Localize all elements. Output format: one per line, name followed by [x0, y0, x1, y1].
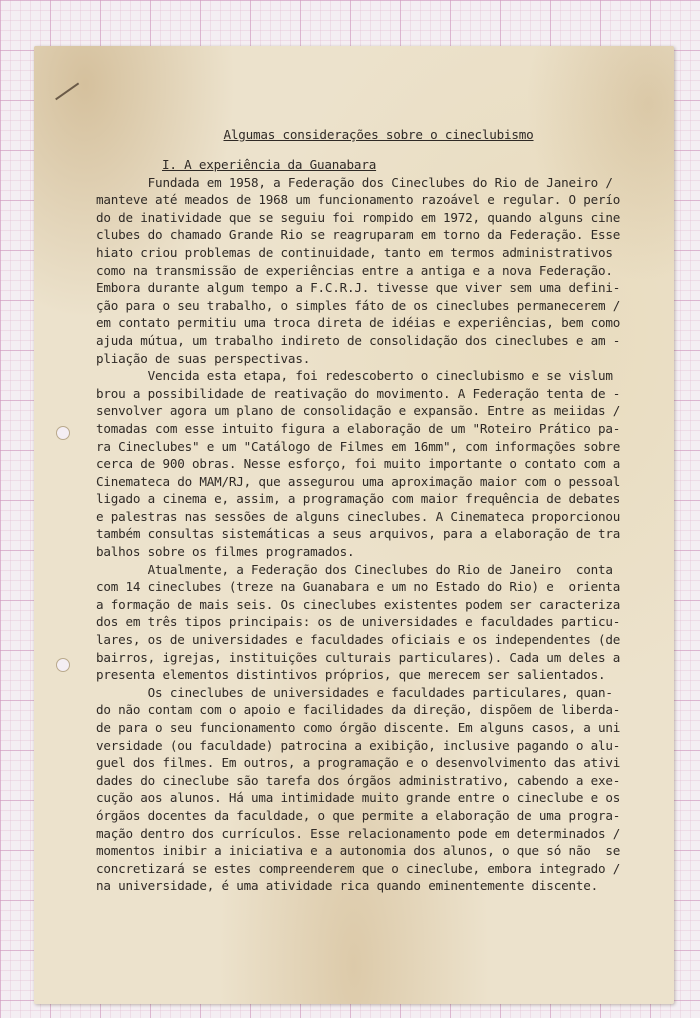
text-line: em contato permitiu uma troca direta de idéias e experiências, bem como — [96, 315, 621, 331]
text-line: ra Cineclubes" e um "Catálogo de Filmes em 16mm", com informações sobre — [96, 438, 621, 454]
text-line: órgãos docentes da faculdade, o que permite a elaboração de uma progra- — [96, 807, 621, 823]
text-line: hiato criou problemas de continuidade, tanto em termos administrativos — [96, 244, 613, 260]
text-line: mação dentro dos currículos. Esse relacionamento pode em determinados / — [96, 825, 621, 841]
text-line: concretizará se estes compreenderem que o cineclube, embora integrado / — [96, 860, 621, 876]
text-line: com 14 cineclubes (treze na Guanabara e um no Estado do Rio) e orienta — [96, 579, 621, 595]
text-line: senvolver agora um plano de consolidação e expansão. Entre as meiidas / — [96, 403, 621, 419]
text-line: Vencida esta etapa, foi redescoberto o cineclubismo e se vislum — [96, 368, 613, 384]
punch-hole — [56, 426, 70, 440]
text-line: Os cineclubes de universidades e faculdades particulares, quan- — [96, 684, 613, 700]
typed-text-block — [96, 126, 641, 895]
text-line: ligado a cinema e, assim, a programação com maior frequência de debates — [96, 491, 621, 507]
text-line: como na transmissão de experiências entre a antiga e a nova Federação. — [96, 262, 613, 278]
text-line: ajuda mútua, um trabalho indireto de consolidação dos cineclubes e am - — [96, 332, 621, 348]
punch-hole — [56, 658, 70, 672]
text-line: e palestras nas sessões de alguns cineclubes. A Cinemateca proporcionou — [96, 508, 621, 524]
text-line: pliação de suas perspectivas. — [96, 350, 311, 366]
text-line: Embora durante algum tempo a F.C.R.J. tivesse que viver sem uma defini- — [96, 280, 621, 296]
text-line: manteve até meados de 1968 um funcionamento razoável e regular. O perío — [96, 192, 621, 208]
text-line: cerca de 900 obras. Nesse esforço, foi muito importante o contato com a — [96, 456, 621, 472]
text-line: Fundada em 1958, a Federação dos Cineclubes do Rio de Janeiro / — [96, 174, 613, 190]
text-line: guel dos filmes. Em outros, a programação e o desenvolvimento das ativi — [96, 755, 621, 771]
document-title: Algumas considerações sobre o cineclubismo — [223, 127, 534, 142]
text-line: também consultas sistemáticas a seus arquivos, para a elaboração de tra — [96, 526, 621, 542]
text-line: brou a possibilidade de reativação do movimento. A Federação tenta de - — [96, 385, 621, 401]
text-line: na universidade, é uma atividade rica quando eminentemente discente. — [96, 878, 598, 894]
text-line: bairros, igrejas, instituições culturais particulares). Cada um deles a — [96, 649, 621, 665]
pen-mark — [45, 68, 79, 100]
text-line: Cinemateca do MAM/RJ, que assegurou uma aproximação maior com o pessoal — [96, 473, 621, 489]
text-line: do não contam com o apoio e facilidades da direção, dispõem de liberda- — [96, 702, 621, 718]
text-line: versidade (ou faculdade) patrocina a exibição, inclusive pagando o alu- — [96, 737, 621, 753]
text-line: ção para o seu trabalho, o simples fáto de os cineclubes permanecerem / — [96, 297, 621, 313]
text-line: do de inatividade que se seguiu foi rompido em 1972, quando alguns cine — [96, 209, 621, 225]
text-line: lares, os de universidades e faculdades oficiais e os independentes (de — [96, 632, 621, 648]
text-line: dos em três tipos principais: os de universidades e faculdades particu- — [96, 614, 621, 630]
text-line: presenta elementos distintivos próprios, que merecem ser salientados. — [96, 667, 606, 683]
text-line: momentos inibir a iniciativa e a autonomia dos alunos, o que só não se — [96, 843, 621, 859]
text-line: balhos sobre os filmes programados. — [96, 544, 355, 560]
body-text — [96, 174, 641, 895]
text-line: clubes do chamado Grande Rio se reagruparam em torno da Federação. Esse — [96, 227, 621, 243]
section-heading: I. A experiência da Guanabara — [162, 157, 377, 172]
text-line: cução aos alunos. Há uma intimidade muito grande entre o cineclube e os — [96, 790, 621, 806]
text-line: tomadas com esse intuito figura a elaboração de um "Roteiro Prático pa- — [96, 420, 621, 436]
text-line: a formação de mais seis. Os cineclubes existentes podem ser caracteriza — [96, 596, 621, 612]
text-line: Atualmente, a Federação dos Cineclubes do Rio de Janeiro conta — [96, 561, 613, 577]
text-line: de para o seu funcionamento como órgão discente. Em alguns casos, a uni — [96, 720, 621, 735]
text-line: dades do cineclube são tarefa dos órgãos administrativo, cabendo a exe- — [96, 772, 621, 788]
